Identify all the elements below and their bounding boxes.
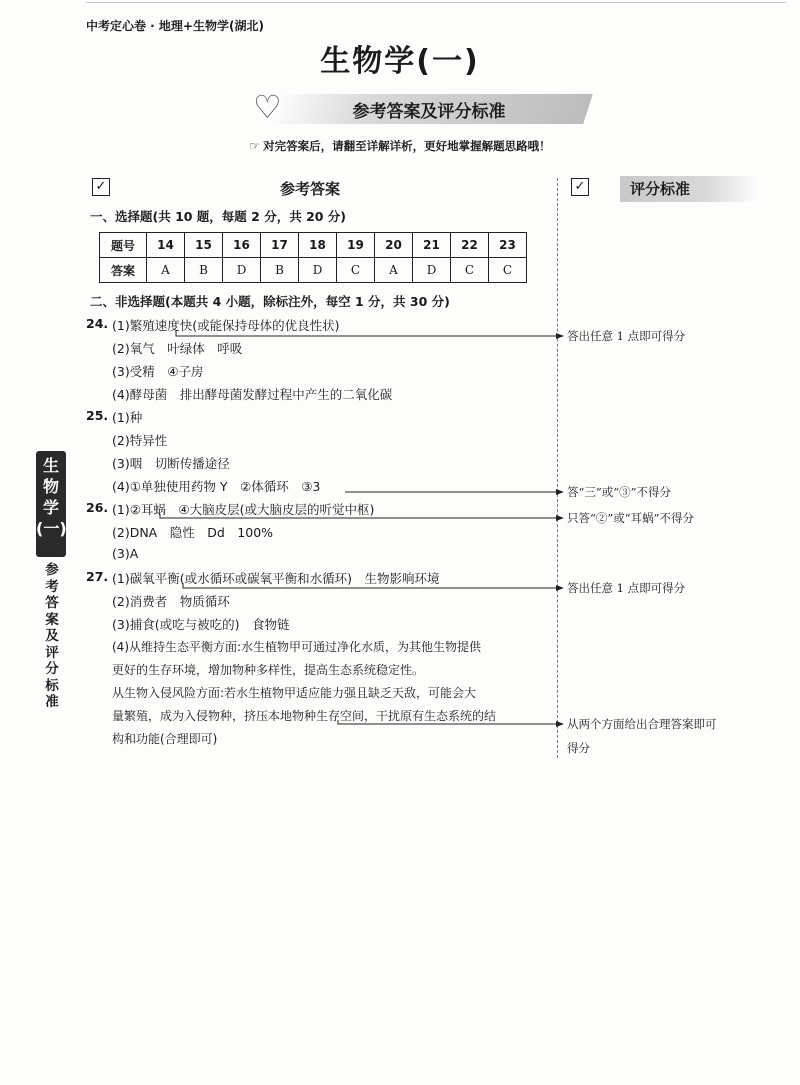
answer-line: (4)①单独使用药物 Y ②体循环 ③3 [112, 479, 321, 494]
answer-line: (1)②耳蜗 ④大脑皮层(或大脑皮层的听觉中枢) [112, 502, 375, 517]
answer-line: (3)咽 切断传播途径 [112, 456, 230, 471]
leader-line [176, 330, 556, 336]
answer-line: 从生物入侵风险方面:若水生植物甲适应能力强且缺乏天敌，可能会大 [112, 686, 477, 700]
answer-line: (3)捕食(或吃与被吃的) 食物链 [112, 617, 290, 632]
score-note: 得分 [567, 741, 590, 755]
table-cell: 14 [147, 233, 185, 258]
score-note: 答出任意 1 点即可得分 [567, 329, 686, 343]
answer-line: 量繁殖，成为入侵物种，挤压本地物种生存空间，干扰原有生态系统的结 [112, 709, 497, 723]
answer-line: (1)种 [112, 410, 143, 425]
leader-line [338, 720, 556, 724]
answer-line: (3)受精 ④子房 [112, 364, 204, 379]
question-number: 26. [86, 500, 109, 515]
checkbox-checked-icon: ✓ [571, 178, 589, 196]
arrow-icon [556, 515, 564, 521]
answer-column-heading: 参考答案 [280, 180, 341, 198]
score-note: 从两个方面给出合理答案即可 [567, 717, 717, 731]
section1-heading: 一、选择题(共 10 题，每题 2 分，共 20 分) [90, 209, 347, 224]
answer-line: 更好的生存环境，增加物种多样性，提高生态系统稳定性。 [112, 663, 425, 677]
arrow-icon [556, 721, 564, 727]
banner-title: 参考答案及评分标准 [352, 102, 506, 122]
table-cell: 22 [451, 233, 489, 258]
answer-line: (2)DNA 隐性 Dd 100% [112, 525, 274, 540]
table-cell: B [261, 258, 299, 283]
table-cell: 15 [185, 233, 223, 258]
answer-line: (3)A [112, 546, 139, 561]
score-note: 只答“②”或“耳蜗”不得分 [567, 511, 695, 525]
score-column-heading: 评分标准 [630, 180, 691, 198]
checkbox-checked-icon: ✓ [92, 178, 110, 196]
table-cell: A [375, 258, 413, 283]
table-cell: 答案 [100, 258, 147, 283]
answer-line: (2)消费者 物质循环 [112, 594, 230, 609]
table-cell: 题号 [100, 233, 147, 258]
side-tab: 生物学(一) [36, 451, 66, 557]
series-header: 中考定心卷 · 地理+生物学(湖北) [86, 19, 264, 33]
section2-heading: 二、非选择题(本题共 4 小题，除标注外，每空 1 分，共 30 分) [90, 294, 450, 309]
leader-line [160, 514, 556, 518]
leader-line [183, 583, 556, 588]
arrow-icon [556, 585, 564, 591]
heart-outline-icon: ♡ [253, 88, 282, 126]
table-cell: 21 [413, 233, 451, 258]
side-label: 参考答案及评分标准 [45, 562, 59, 710]
page-title: 生物学(一) [320, 44, 480, 79]
table-cell: C [489, 258, 527, 283]
arrow-icon [556, 489, 564, 495]
table-cell: C [451, 258, 489, 283]
table-cell: C [337, 258, 375, 283]
table-cell: 16 [223, 233, 261, 258]
table-cell: D [223, 258, 261, 283]
answer-line: (1)碳氧平衡(或水循环或碳氧平衡和水循环) 生物影响环境 [112, 571, 440, 586]
table-cell: 23 [489, 233, 527, 258]
table-cell: A [147, 258, 185, 283]
answer-line: (2)特异性 [112, 433, 168, 448]
hint-text: 对完答案后，请翻至详解详析，更好地掌握解题思路哦！ [263, 139, 551, 153]
arrow-icon [556, 333, 564, 339]
table-cell: 20 [375, 233, 413, 258]
question-number: 27. [86, 569, 109, 584]
table-cell: D [299, 258, 337, 283]
answer-line: (4)从维持生态平衡方面:水生植物甲可通过净化水质，为其他生物提供 [112, 640, 482, 654]
hand-pointer-icon: ☞ [249, 139, 261, 153]
score-note: 答出任意 1 点即可得分 [567, 581, 686, 595]
table-cell: 17 [261, 233, 299, 258]
table-cell: 19 [337, 233, 375, 258]
table-cell: B [185, 258, 223, 283]
answer-line: (1)繁殖速度快(或能保持母体的优良性状) [112, 318, 340, 333]
table-cell: 18 [299, 233, 337, 258]
answer-line: 构和功能(合理即可) [112, 732, 218, 746]
score-note: 答“三”或“③”不得分 [567, 485, 672, 499]
answer-line: (4)酵母菌 排出酵母菌发酵过程中产生的二氧化碳 [112, 387, 393, 402]
table-cell: D [413, 258, 451, 283]
answer-line: (2)氧气 叶绿体 呼吸 [112, 341, 243, 356]
question-number: 25. [86, 408, 109, 423]
question-number: 24. [86, 316, 109, 331]
